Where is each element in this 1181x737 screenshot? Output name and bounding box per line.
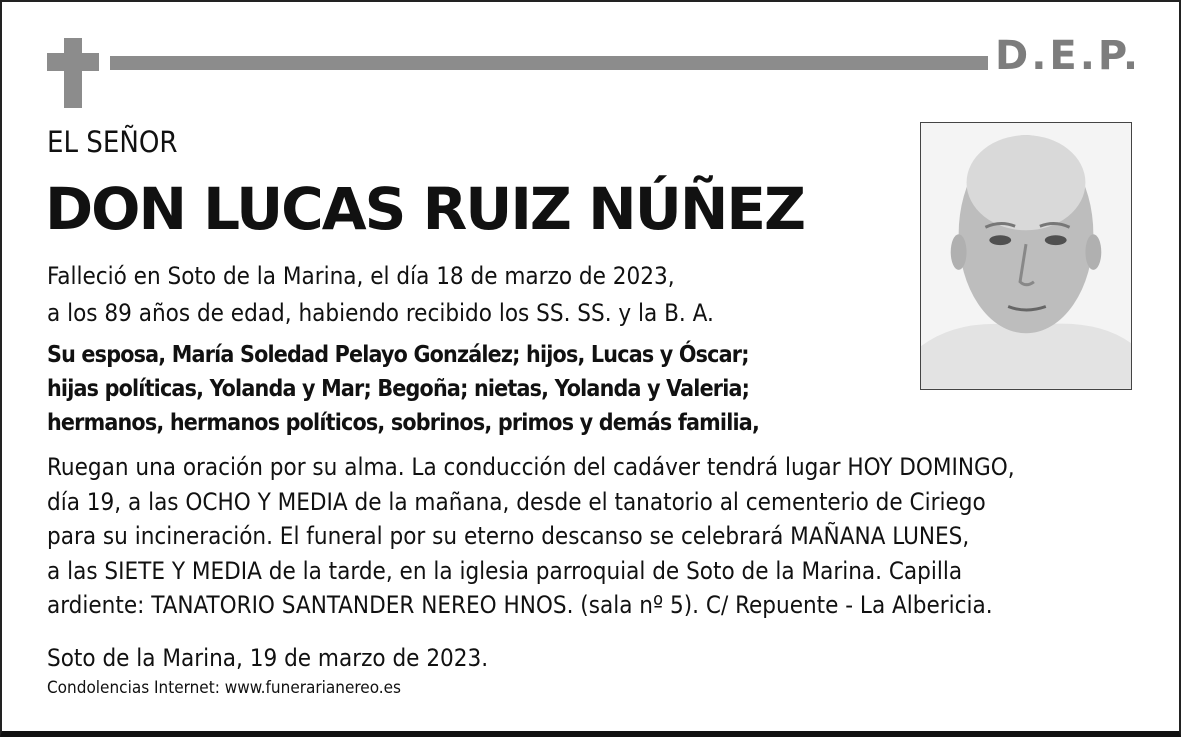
- portrait-image: [921, 123, 1131, 389]
- portrait-photo: [920, 122, 1132, 390]
- announcement-line: a las SIETE Y MEDIA de la tarde, en la iglesia parroquial de Soto de la Marina. Capilla: [47, 557, 963, 585]
- family-line: hermanos, hermanos políticos, sobrinos, primos y demás familia,: [47, 410, 760, 436]
- cross-icon-bar: [47, 53, 99, 71]
- dep-label: D.E.P.: [995, 33, 1142, 79]
- announcement-line: ardiente: TANATORIO SANTANDER NEREO HNOS. (sala nº 5). C/ Repuente - La Albericia.: [47, 591, 993, 619]
- place-date: Soto de la Marina, 19 de marzo de 2023.: [47, 644, 489, 672]
- announcement-line: día 19, a las OCHO Y MEDIA de la mañana, desde el tanatorio al cementerio de Ciriego: [47, 488, 986, 516]
- announcement-line: Ruegan una oración por su alma. La conducción del cadáver tendrá lugar HOY DOMINGO,: [47, 453, 1015, 481]
- family-line: hijas políticas, Yolanda y Mar; Begoña; nietas, Yolanda y Valeria;: [47, 376, 750, 402]
- announcement-line: para su incineración. El funeral por su eterno descanso se celebrará MAÑANA LUNES,: [47, 522, 970, 550]
- title-prefix: EL SEÑOR: [47, 125, 178, 159]
- deceased-name: DON LUCAS RUIZ NÚÑEZ: [45, 175, 805, 243]
- condolences-line: Condolencias Internet: www.funerarianereo.es: [47, 678, 402, 698]
- death-info-line: a los 89 años de edad, habiendo recibido los SS. SS. y la B. A.: [47, 299, 714, 327]
- cross-icon: [64, 38, 82, 108]
- header-rule: [110, 56, 988, 70]
- death-info-line: Falleció en Soto de la Marina, el día 18 de marzo de 2023,: [47, 262, 675, 290]
- family-line: Su esposa, María Soledad Pelayo González; hijos, Lucas y Óscar;: [47, 342, 749, 368]
